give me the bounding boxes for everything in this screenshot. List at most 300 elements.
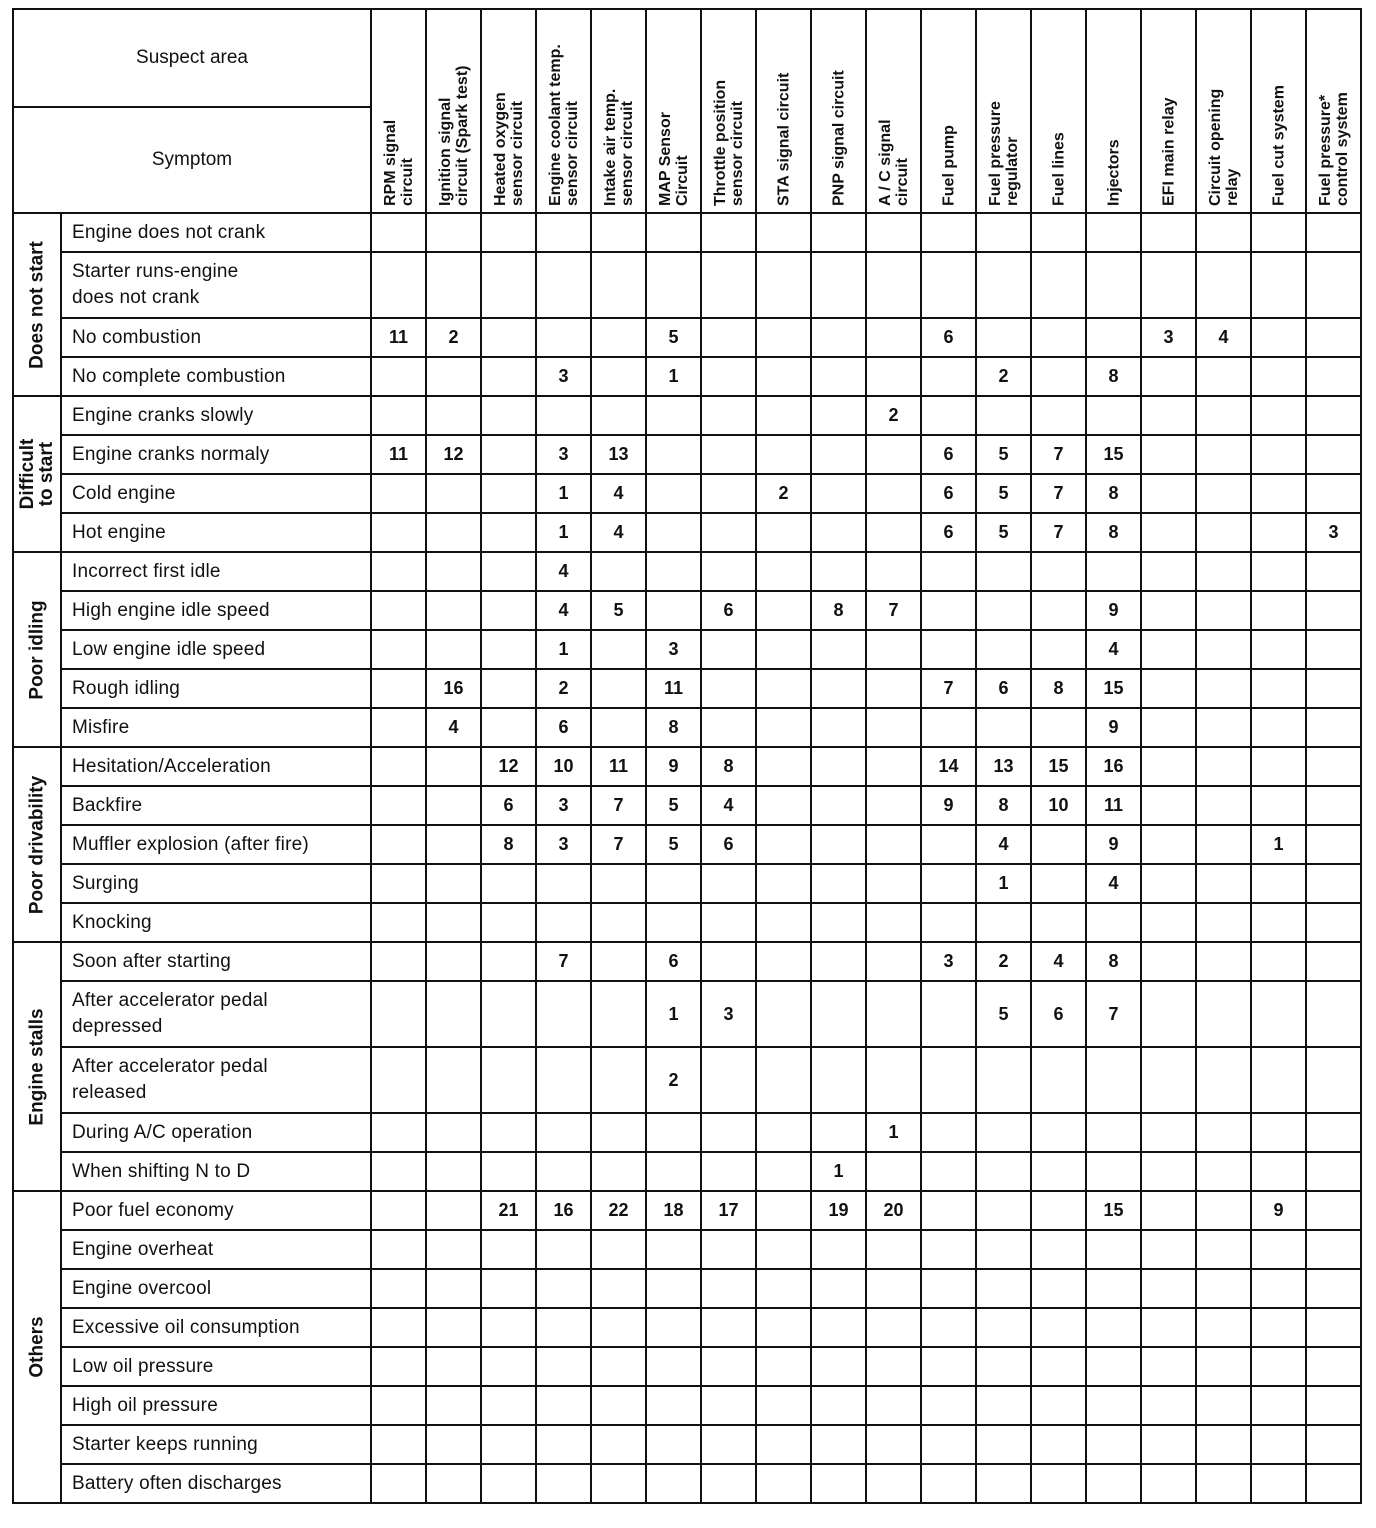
check-order-cell	[1251, 1269, 1306, 1308]
symptom-group-text: Poor idling	[26, 599, 48, 700]
check-order-cell	[811, 786, 866, 825]
check-order-cell	[1031, 357, 1086, 396]
check-order-cell	[701, 864, 756, 903]
check-order-cell	[701, 1308, 756, 1347]
check-order-cell	[1141, 1464, 1196, 1503]
check-order-cell	[1306, 318, 1361, 357]
check-order-cell	[811, 1347, 866, 1386]
check-order-cell: 8	[1031, 669, 1086, 708]
check-order-cell: 1	[976, 864, 1031, 903]
check-order-cell	[371, 708, 426, 747]
check-order-cell	[1086, 1386, 1141, 1425]
check-order-cell	[481, 708, 536, 747]
check-order-cell	[646, 1464, 701, 1503]
check-order-cell	[1086, 1113, 1141, 1152]
check-order-cell	[481, 1113, 536, 1152]
check-order-cell: 4	[591, 474, 646, 513]
check-order-cell	[481, 1152, 536, 1191]
check-order-cell	[371, 786, 426, 825]
check-order-cell	[1086, 1047, 1141, 1113]
check-order-cell	[1196, 1113, 1251, 1152]
column-header: Throttle position sensor circuit	[701, 9, 756, 213]
check-order-cell	[1086, 552, 1141, 591]
check-order-cell	[1141, 252, 1196, 318]
column-header: Heated oxygen sensor circuit	[481, 9, 536, 213]
symptom-group-text: Difficult to start	[17, 438, 57, 510]
check-order-cell	[866, 864, 921, 903]
check-order-cell	[811, 357, 866, 396]
column-header: Fuel pressure* control system	[1306, 9, 1361, 213]
check-order-cell	[646, 864, 701, 903]
check-order-cell	[1306, 1425, 1361, 1464]
check-order-cell: 8	[811, 591, 866, 630]
check-order-cell	[426, 1269, 481, 1308]
check-order-cell	[1031, 864, 1086, 903]
check-order-cell	[426, 513, 481, 552]
table-row	[13, 708, 1361, 747]
check-order-cell	[1141, 396, 1196, 435]
check-order-cell	[921, 252, 976, 318]
check-order-cell	[1141, 1191, 1196, 1230]
check-order-cell	[921, 591, 976, 630]
check-order-cell	[1086, 1230, 1141, 1269]
check-order-cell	[866, 1152, 921, 1191]
check-order-cell	[701, 669, 756, 708]
check-order-cell	[921, 1269, 976, 1308]
check-order-cell	[866, 981, 921, 1047]
check-order-cell	[811, 474, 866, 513]
column-header: PNP signal circuit	[811, 9, 866, 213]
check-order-cell	[866, 1464, 921, 1503]
column-header: A / C signal circuit	[866, 9, 921, 213]
check-order-cell	[646, 474, 701, 513]
check-order-cell	[646, 396, 701, 435]
check-order-cell: 6	[481, 786, 536, 825]
symptom-cell: Cold engine	[61, 474, 371, 513]
check-order-cell	[1251, 1152, 1306, 1191]
check-order-cell	[1251, 1113, 1306, 1152]
check-order-cell	[866, 786, 921, 825]
check-order-cell	[866, 1047, 921, 1113]
check-order-cell: 11	[591, 747, 646, 786]
symptom-cell: Poor fuel economy	[61, 1191, 371, 1230]
check-order-cell	[646, 1425, 701, 1464]
check-order-cell	[1306, 825, 1361, 864]
check-order-cell	[536, 1347, 591, 1386]
check-order-cell	[1251, 669, 1306, 708]
check-order-cell	[426, 213, 481, 252]
check-order-cell	[1086, 318, 1141, 357]
check-order-cell: 5	[976, 474, 1031, 513]
check-order-cell	[1251, 903, 1306, 942]
check-order-cell	[921, 864, 976, 903]
check-order-cell	[1306, 1386, 1361, 1425]
check-order-cell	[811, 825, 866, 864]
check-order-cell	[976, 1269, 1031, 1308]
table-row	[13, 1464, 1361, 1503]
check-order-cell	[1306, 252, 1361, 318]
check-order-cell	[1031, 1152, 1086, 1191]
check-order-cell	[481, 396, 536, 435]
check-order-cell	[1141, 708, 1196, 747]
check-order-cell: 4	[591, 513, 646, 552]
check-order-cell	[866, 630, 921, 669]
check-order-cell	[481, 1269, 536, 1308]
symptom-cell: Muffler explosion (after fire)	[61, 825, 371, 864]
check-order-cell: 5	[646, 825, 701, 864]
check-order-cell	[921, 1464, 976, 1503]
check-order-cell	[976, 1230, 1031, 1269]
check-order-cell	[371, 513, 426, 552]
check-order-cell	[811, 1230, 866, 1269]
check-order-cell	[1251, 552, 1306, 591]
check-order-cell	[866, 747, 921, 786]
check-order-cell	[701, 1047, 756, 1113]
check-order-cell: 22	[591, 1191, 646, 1230]
check-order-cell	[371, 396, 426, 435]
check-order-cell	[701, 1269, 756, 1308]
check-order-cell	[1196, 981, 1251, 1047]
check-order-cell	[811, 942, 866, 981]
check-order-cell	[811, 1113, 866, 1152]
table-row	[13, 669, 1361, 708]
check-order-cell	[371, 1425, 426, 1464]
check-order-cell	[1086, 1152, 1141, 1191]
check-order-cell	[1196, 474, 1251, 513]
check-order-cell	[371, 630, 426, 669]
check-order-cell	[536, 981, 591, 1047]
table-row	[13, 435, 1361, 474]
check-order-cell	[371, 1152, 426, 1191]
check-order-cell	[756, 1308, 811, 1347]
table-row	[13, 630, 1361, 669]
check-order-cell	[866, 1308, 921, 1347]
check-order-cell	[976, 213, 1031, 252]
check-order-cell	[1141, 1425, 1196, 1464]
check-order-cell	[756, 747, 811, 786]
symptom-cell: Incorrect first idle	[61, 552, 371, 591]
check-order-cell	[921, 552, 976, 591]
check-order-cell	[1031, 1113, 1086, 1152]
check-order-cell: 9	[1086, 708, 1141, 747]
check-order-cell	[976, 1386, 1031, 1425]
check-order-cell: 12	[426, 435, 481, 474]
check-order-cell: 4	[701, 786, 756, 825]
check-order-cell	[536, 213, 591, 252]
check-order-cell	[976, 252, 1031, 318]
check-order-cell: 3	[536, 357, 591, 396]
check-order-cell: 6	[921, 318, 976, 357]
check-order-cell: 9	[646, 747, 701, 786]
check-order-cell	[536, 1464, 591, 1503]
check-order-cell	[1031, 1269, 1086, 1308]
check-order-cell	[646, 591, 701, 630]
check-order-cell	[371, 942, 426, 981]
check-order-cell	[866, 825, 921, 864]
check-order-cell: 18	[646, 1191, 701, 1230]
table-row	[13, 786, 1361, 825]
check-order-cell	[646, 1386, 701, 1425]
check-order-cell: 11	[1086, 786, 1141, 825]
check-order-cell	[866, 669, 921, 708]
check-order-cell: 2	[536, 669, 591, 708]
check-order-cell	[1141, 213, 1196, 252]
check-order-cell	[701, 513, 756, 552]
check-order-cell	[1086, 1464, 1141, 1503]
symptom-cell: Backfire	[61, 786, 371, 825]
check-order-cell	[1306, 1230, 1361, 1269]
check-order-cell: 10	[536, 747, 591, 786]
check-order-cell	[1306, 1191, 1361, 1230]
check-order-cell: 13	[976, 747, 1031, 786]
check-order-cell	[1141, 435, 1196, 474]
check-order-cell: 8	[1086, 942, 1141, 981]
check-order-cell: 1	[536, 630, 591, 669]
table-row	[13, 1113, 1361, 1152]
symptom-group-text: Does not start	[26, 240, 48, 369]
check-order-cell	[811, 1269, 866, 1308]
check-order-cell	[976, 396, 1031, 435]
symptom-group-text: Engine stalls	[26, 1007, 48, 1126]
table-row	[13, 942, 1361, 981]
check-order-cell: 6	[646, 942, 701, 981]
check-order-cell	[1196, 1425, 1251, 1464]
check-order-cell: 4	[976, 825, 1031, 864]
check-order-cell	[1251, 1425, 1306, 1464]
check-order-cell: 12	[481, 747, 536, 786]
symptom-cell: Engine overheat	[61, 1230, 371, 1269]
check-order-cell	[1196, 1347, 1251, 1386]
check-order-cell	[1306, 552, 1361, 591]
check-order-cell: 15	[1031, 747, 1086, 786]
check-order-cell: 1	[1251, 825, 1306, 864]
check-order-cell	[1031, 591, 1086, 630]
column-header: Fuel pressure regulator	[976, 9, 1031, 213]
symptom-cell: Hot engine	[61, 513, 371, 552]
check-order-cell: 3	[536, 825, 591, 864]
table-row	[13, 825, 1361, 864]
column-header: Fuel lines	[1031, 9, 1086, 213]
check-order-cell	[976, 1347, 1031, 1386]
check-order-cell	[701, 630, 756, 669]
check-order-cell	[1086, 252, 1141, 318]
check-order-cell	[756, 213, 811, 252]
check-order-cell	[866, 1230, 921, 1269]
check-order-cell: 8	[646, 708, 701, 747]
check-order-cell	[591, 630, 646, 669]
check-order-cell: 2	[976, 942, 1031, 981]
check-order-cell	[591, 1425, 646, 1464]
symptom-cell: After accelerator pedal released	[61, 1047, 371, 1113]
check-order-cell: 3	[646, 630, 701, 669]
check-order-cell	[921, 1425, 976, 1464]
check-order-cell	[811, 1386, 866, 1425]
check-order-cell	[976, 708, 1031, 747]
check-order-cell: 4	[426, 708, 481, 747]
check-order-cell	[866, 1386, 921, 1425]
check-order-cell	[371, 981, 426, 1047]
check-order-cell	[756, 942, 811, 981]
check-order-cell	[1141, 1047, 1196, 1113]
check-order-cell	[756, 252, 811, 318]
check-order-cell	[426, 357, 481, 396]
check-order-cell: 4	[1086, 864, 1141, 903]
check-order-cell: 6	[921, 435, 976, 474]
check-order-cell	[426, 825, 481, 864]
symptom-group-label	[13, 942, 61, 1191]
check-order-cell: 7	[591, 786, 646, 825]
check-order-cell	[811, 318, 866, 357]
check-order-cell	[701, 1230, 756, 1269]
check-order-cell: 1	[811, 1152, 866, 1191]
check-order-cell: 2	[866, 396, 921, 435]
check-order-cell	[426, 591, 481, 630]
check-order-cell	[1031, 1386, 1086, 1425]
check-order-cell	[1141, 1230, 1196, 1269]
check-order-cell: 5	[591, 591, 646, 630]
check-order-cell	[1251, 591, 1306, 630]
check-order-cell	[426, 1425, 481, 1464]
check-order-cell: 7	[1031, 513, 1086, 552]
check-order-cell	[1086, 1425, 1141, 1464]
table-row	[13, 1152, 1361, 1191]
check-order-cell	[921, 1386, 976, 1425]
check-order-cell	[1031, 1464, 1086, 1503]
check-order-cell: 10	[1031, 786, 1086, 825]
check-order-cell	[1031, 1425, 1086, 1464]
check-order-cell	[756, 708, 811, 747]
column-header: Fuel pump	[921, 9, 976, 213]
check-order-cell	[976, 591, 1031, 630]
check-order-cell: 1	[866, 1113, 921, 1152]
symptom-group-label	[13, 552, 61, 747]
check-order-cell	[1031, 396, 1086, 435]
symptom-cell: Soon after starting	[61, 942, 371, 981]
check-order-cell	[921, 903, 976, 942]
check-order-cell	[756, 1464, 811, 1503]
check-order-cell: 9	[1251, 1191, 1306, 1230]
check-order-cell	[701, 252, 756, 318]
check-order-cell	[1306, 630, 1361, 669]
column-header: STA signal circuit	[756, 9, 811, 213]
symptom-group-label	[13, 213, 61, 396]
check-order-cell	[591, 1269, 646, 1308]
column-header: Circuit opening relay	[1196, 9, 1251, 213]
check-order-cell	[371, 552, 426, 591]
check-order-cell	[976, 318, 1031, 357]
check-order-cell	[371, 1230, 426, 1269]
check-order-cell	[756, 669, 811, 708]
check-order-cell: 7	[1031, 474, 1086, 513]
check-order-cell: 7	[536, 942, 591, 981]
check-order-cell	[1031, 213, 1086, 252]
check-order-cell	[1306, 396, 1361, 435]
check-order-cell: 7	[866, 591, 921, 630]
check-order-cell	[1141, 474, 1196, 513]
check-order-cell: 9	[1086, 825, 1141, 864]
column-header: RPM signal circuit	[371, 9, 426, 213]
symptom-cell: Battery often discharges	[61, 1464, 371, 1503]
check-order-cell	[426, 942, 481, 981]
check-order-cell	[921, 1347, 976, 1386]
check-order-cell	[1306, 942, 1361, 981]
table-row	[13, 1386, 1361, 1425]
check-order-cell	[1251, 747, 1306, 786]
check-order-cell	[1031, 1191, 1086, 1230]
check-order-cell: 4	[536, 552, 591, 591]
check-order-cell	[1306, 747, 1361, 786]
check-order-cell: 2	[756, 474, 811, 513]
check-order-cell	[591, 1152, 646, 1191]
check-order-cell	[591, 1308, 646, 1347]
check-order-cell	[756, 1347, 811, 1386]
check-order-cell	[481, 1230, 536, 1269]
check-order-cell	[921, 630, 976, 669]
check-order-cell	[701, 552, 756, 591]
check-order-cell: 7	[1086, 981, 1141, 1047]
check-order-cell: 3	[921, 942, 976, 981]
check-order-cell	[1306, 864, 1361, 903]
check-order-cell	[701, 708, 756, 747]
check-order-cell	[701, 357, 756, 396]
check-order-cell: 8	[481, 825, 536, 864]
check-order-cell	[976, 1464, 1031, 1503]
symptom-group-label	[13, 1191, 61, 1503]
check-order-cell	[1086, 213, 1141, 252]
column-header: Injectors	[1086, 9, 1141, 213]
check-order-cell	[591, 864, 646, 903]
check-order-cell	[866, 252, 921, 318]
check-order-cell	[591, 318, 646, 357]
check-order-cell	[536, 396, 591, 435]
check-order-cell	[536, 318, 591, 357]
check-order-cell	[811, 1425, 866, 1464]
check-order-cell	[481, 552, 536, 591]
table-row	[13, 903, 1361, 942]
check-order-cell	[756, 981, 811, 1047]
check-order-cell	[811, 903, 866, 942]
check-order-cell	[921, 1308, 976, 1347]
check-order-cell	[646, 1152, 701, 1191]
check-order-cell	[811, 1308, 866, 1347]
check-order-cell	[1306, 591, 1361, 630]
check-order-cell	[756, 435, 811, 474]
check-order-cell: 6	[921, 474, 976, 513]
check-order-cell	[591, 669, 646, 708]
check-order-cell	[701, 474, 756, 513]
check-order-cell	[1306, 903, 1361, 942]
check-order-cell	[756, 630, 811, 669]
check-order-cell: 8	[701, 747, 756, 786]
check-order-cell	[481, 1425, 536, 1464]
check-order-cell: 6	[701, 825, 756, 864]
table-row	[13, 1269, 1361, 1308]
check-order-cell: 16	[536, 1191, 591, 1230]
check-order-cell	[1306, 213, 1361, 252]
check-order-cell	[756, 591, 811, 630]
check-order-cell	[921, 1230, 976, 1269]
check-order-cell	[756, 1230, 811, 1269]
check-order-cell	[426, 1191, 481, 1230]
check-order-cell	[1196, 552, 1251, 591]
check-order-cell: 17	[701, 1191, 756, 1230]
check-order-cell	[1306, 708, 1361, 747]
check-order-cell	[701, 1386, 756, 1425]
check-order-cell	[756, 513, 811, 552]
check-order-cell	[976, 552, 1031, 591]
check-order-cell	[426, 864, 481, 903]
check-order-cell: 16	[426, 669, 481, 708]
